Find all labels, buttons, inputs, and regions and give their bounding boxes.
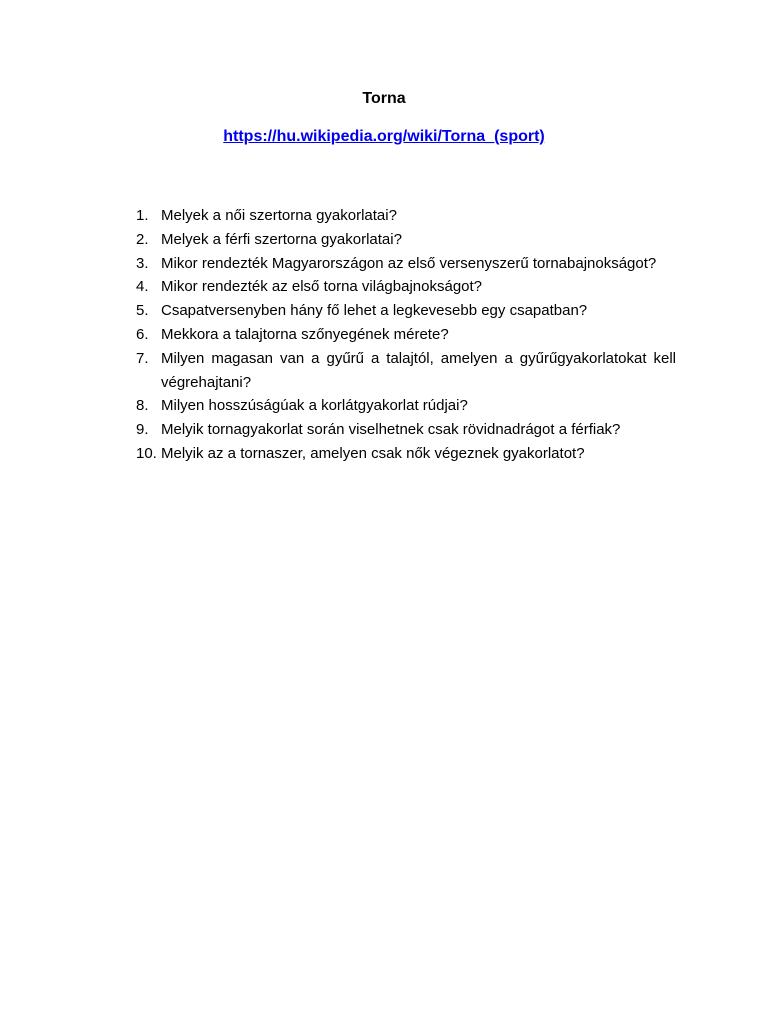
question-item — [136, 347, 676, 395]
question-number: 6. — [136, 325, 149, 343]
question-item — [136, 204, 676, 228]
question-item — [136, 442, 676, 466]
question-number: 7. — [136, 349, 149, 367]
question-text: Mekkora a talajtorna szőnyegének mérete? — [161, 325, 449, 343]
question-item — [136, 228, 676, 252]
question-text: Mikor rendezték Magyarországon az első versenyszerű tornabajnokságot? — [161, 254, 657, 272]
question-text: Milyen magasan van a gyűrű a talajtól, amelyen a gyűrűgyakorlatokat kell végrehajtani? — [161, 349, 676, 391]
question-item — [136, 275, 676, 299]
question-number: 2. — [136, 230, 149, 248]
question-item — [136, 323, 676, 347]
question-number: 3. — [136, 254, 149, 272]
question-item — [136, 299, 676, 323]
question-text: Milyen hosszúságúak a korlátgyakorlat rúdjai? — [161, 397, 468, 415]
question-text: Csapatversenyben hány fő lehet a legkevesebb egy csapatban? — [161, 302, 588, 320]
question-number: 9. — [136, 421, 149, 439]
question-item — [136, 418, 676, 442]
question-list — [136, 204, 676, 466]
question-number: 5. — [136, 302, 149, 320]
question-text: Melyik az a tornaszer, amelyen csak nők végeznek gyakorlatot? — [161, 444, 585, 462]
question-item — [136, 394, 676, 418]
question-number: 1. — [136, 207, 149, 224]
question-item — [136, 252, 676, 276]
document-title: Torna — [362, 90, 406, 107]
question-text: Melyek a férfi szertorna gyakorlatai? — [161, 230, 402, 248]
question-text: Mikor rendezték az első torna világbajnokságot? — [161, 278, 483, 296]
question-number: 4. — [136, 278, 149, 296]
question-text: Melyek a női szertorna gyakorlatai? — [161, 207, 397, 224]
wikipedia-link[interactable]: https://hu.wikipedia.org/wiki/Torna_(sport) — [223, 128, 545, 145]
question-number: 8. — [136, 397, 149, 415]
question-text: Melyik tornagyakorlat során viselhetnek csak rövidnadrágot a férfiak? — [161, 421, 621, 439]
question-number: 10. — [136, 444, 157, 462]
